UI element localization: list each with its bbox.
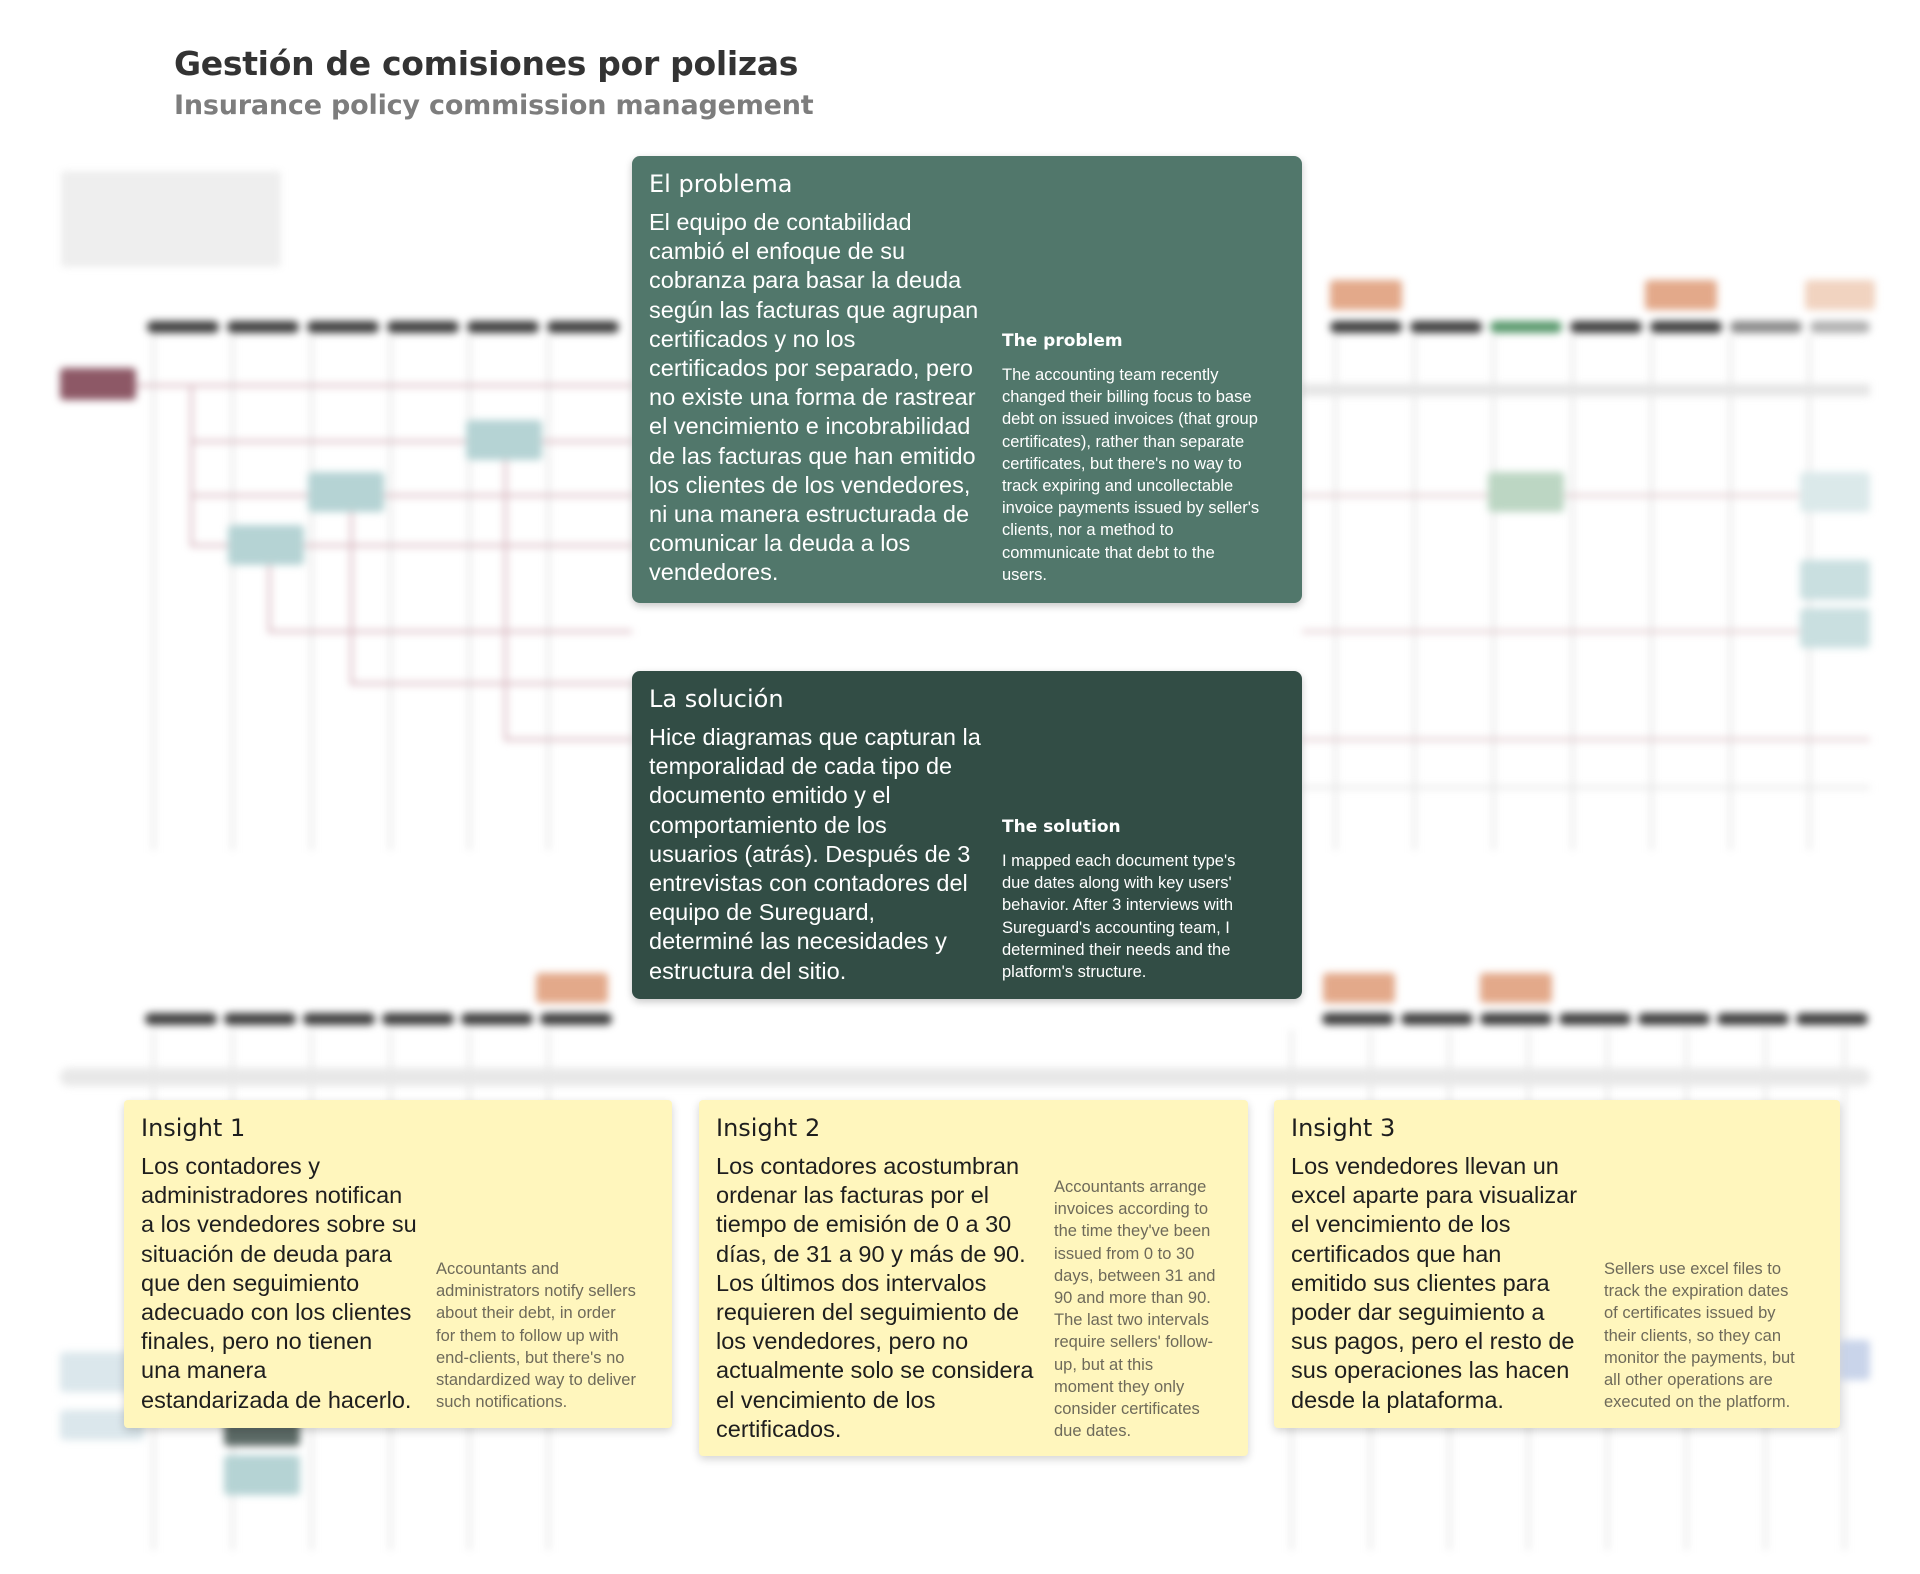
problem-body-es: El equipo de contabilidad cambió el enfoque de su cobranza para basar la deuda según las facturas que agrupan certificados y no los certificados por separado, pero no existe una forma de rastrear el vencimiento e incobrabilidad de las facturas que han emitido los clientes de los vendedores, ni una manera estructurada de comunicar la deuda a los vendedores. <box>649 209 979 586</box>
page-title: Gestión de comisiones por polizas <box>174 44 799 83</box>
insight-body-es: Los contadores y administradores notifican a los vendedores sobre su situación de deuda para que den seguimiento adecuado con los clientes finales, pero no tienen una manera estandarizada de hacerlo. <box>141 1153 417 1413</box>
solution-title-en: The solution <box>1002 817 1121 837</box>
insight-body-en: Accountants arrange invoices according to the time they've been issued from 0 to 30 days, between 31 and 90 and more than 90. The last two intervals require sellers' follow- up, but at this moment they only consider certificates due dates. <box>1054 1178 1216 1441</box>
insight-body-es: Los contadores acostumbran ordenar las facturas por el tiempo de emisión de 0 a 30 días, de 31 a 90 y más de 90. Los últimos dos intervalos requieren del seguimiento de los vendedores, pero no actualmente solo se considera el vencimiento de los certificados. <box>716 1153 1034 1442</box>
problem-card <box>632 156 1302 603</box>
solution-body-es: Hice diagramas que capturan la temporalidad de cada tipo de documento emitido y el comportamiento de los usuarios (atrás). Después de 3 entrevistas con contadores del equipo de Sureguard, determiné las necesidades y estructura del sitio. <box>649 724 981 984</box>
insight-body-en: Sellers use excel files to track the expiration dates of certificates issued by their clients, so they can monitor the payments, but all other operations are executed on the platform. <box>1604 1260 1795 1412</box>
page-subtitle: Insurance policy commission management <box>174 90 814 121</box>
diagram-note <box>62 172 280 266</box>
insight-body-es: Los vendedores llevan un excel aparte para visualizar el vencimiento de los certificados que han emitido sus clientes para poder dar seguimiento a sus pagos, pero el resto de sus operaciones las hacen desde la plataforma. <box>1291 1153 1578 1413</box>
insight-card-3 <box>1274 1100 1840 1428</box>
problem-title-en: The problem <box>1002 331 1123 351</box>
solution-title: La solución <box>649 685 784 713</box>
insight-card-2 <box>699 1100 1248 1456</box>
insight-card-1 <box>124 1100 672 1428</box>
solution-card <box>632 671 1302 999</box>
insight-body-en: Accountants and administrators notify sellers about their debt, in order for them to follow up with end-clients, but there's no standardized way to deliver such notifications. <box>436 1260 636 1412</box>
insight-title: Insight 2 <box>716 1114 821 1142</box>
problem-body-en: The accounting team recently changed their billing focus to base debt on issued invoices (that group certificates), rather than separate certificates, but there's no way to track expiring and uncollectable invoice payments issued by seller's clients, nor a method to communicate that debt to the users. <box>1002 366 1260 584</box>
solution-body-en: I mapped each document type's due dates along with key users' behavior. After 3 interviews with Sureguard's accounting team, I determined their needs and the platform's structure. <box>1002 852 1236 982</box>
insight-title: Insight 3 <box>1291 1114 1396 1142</box>
problem-title: El problema <box>649 170 793 198</box>
insight-title: Insight 1 <box>141 1114 246 1142</box>
